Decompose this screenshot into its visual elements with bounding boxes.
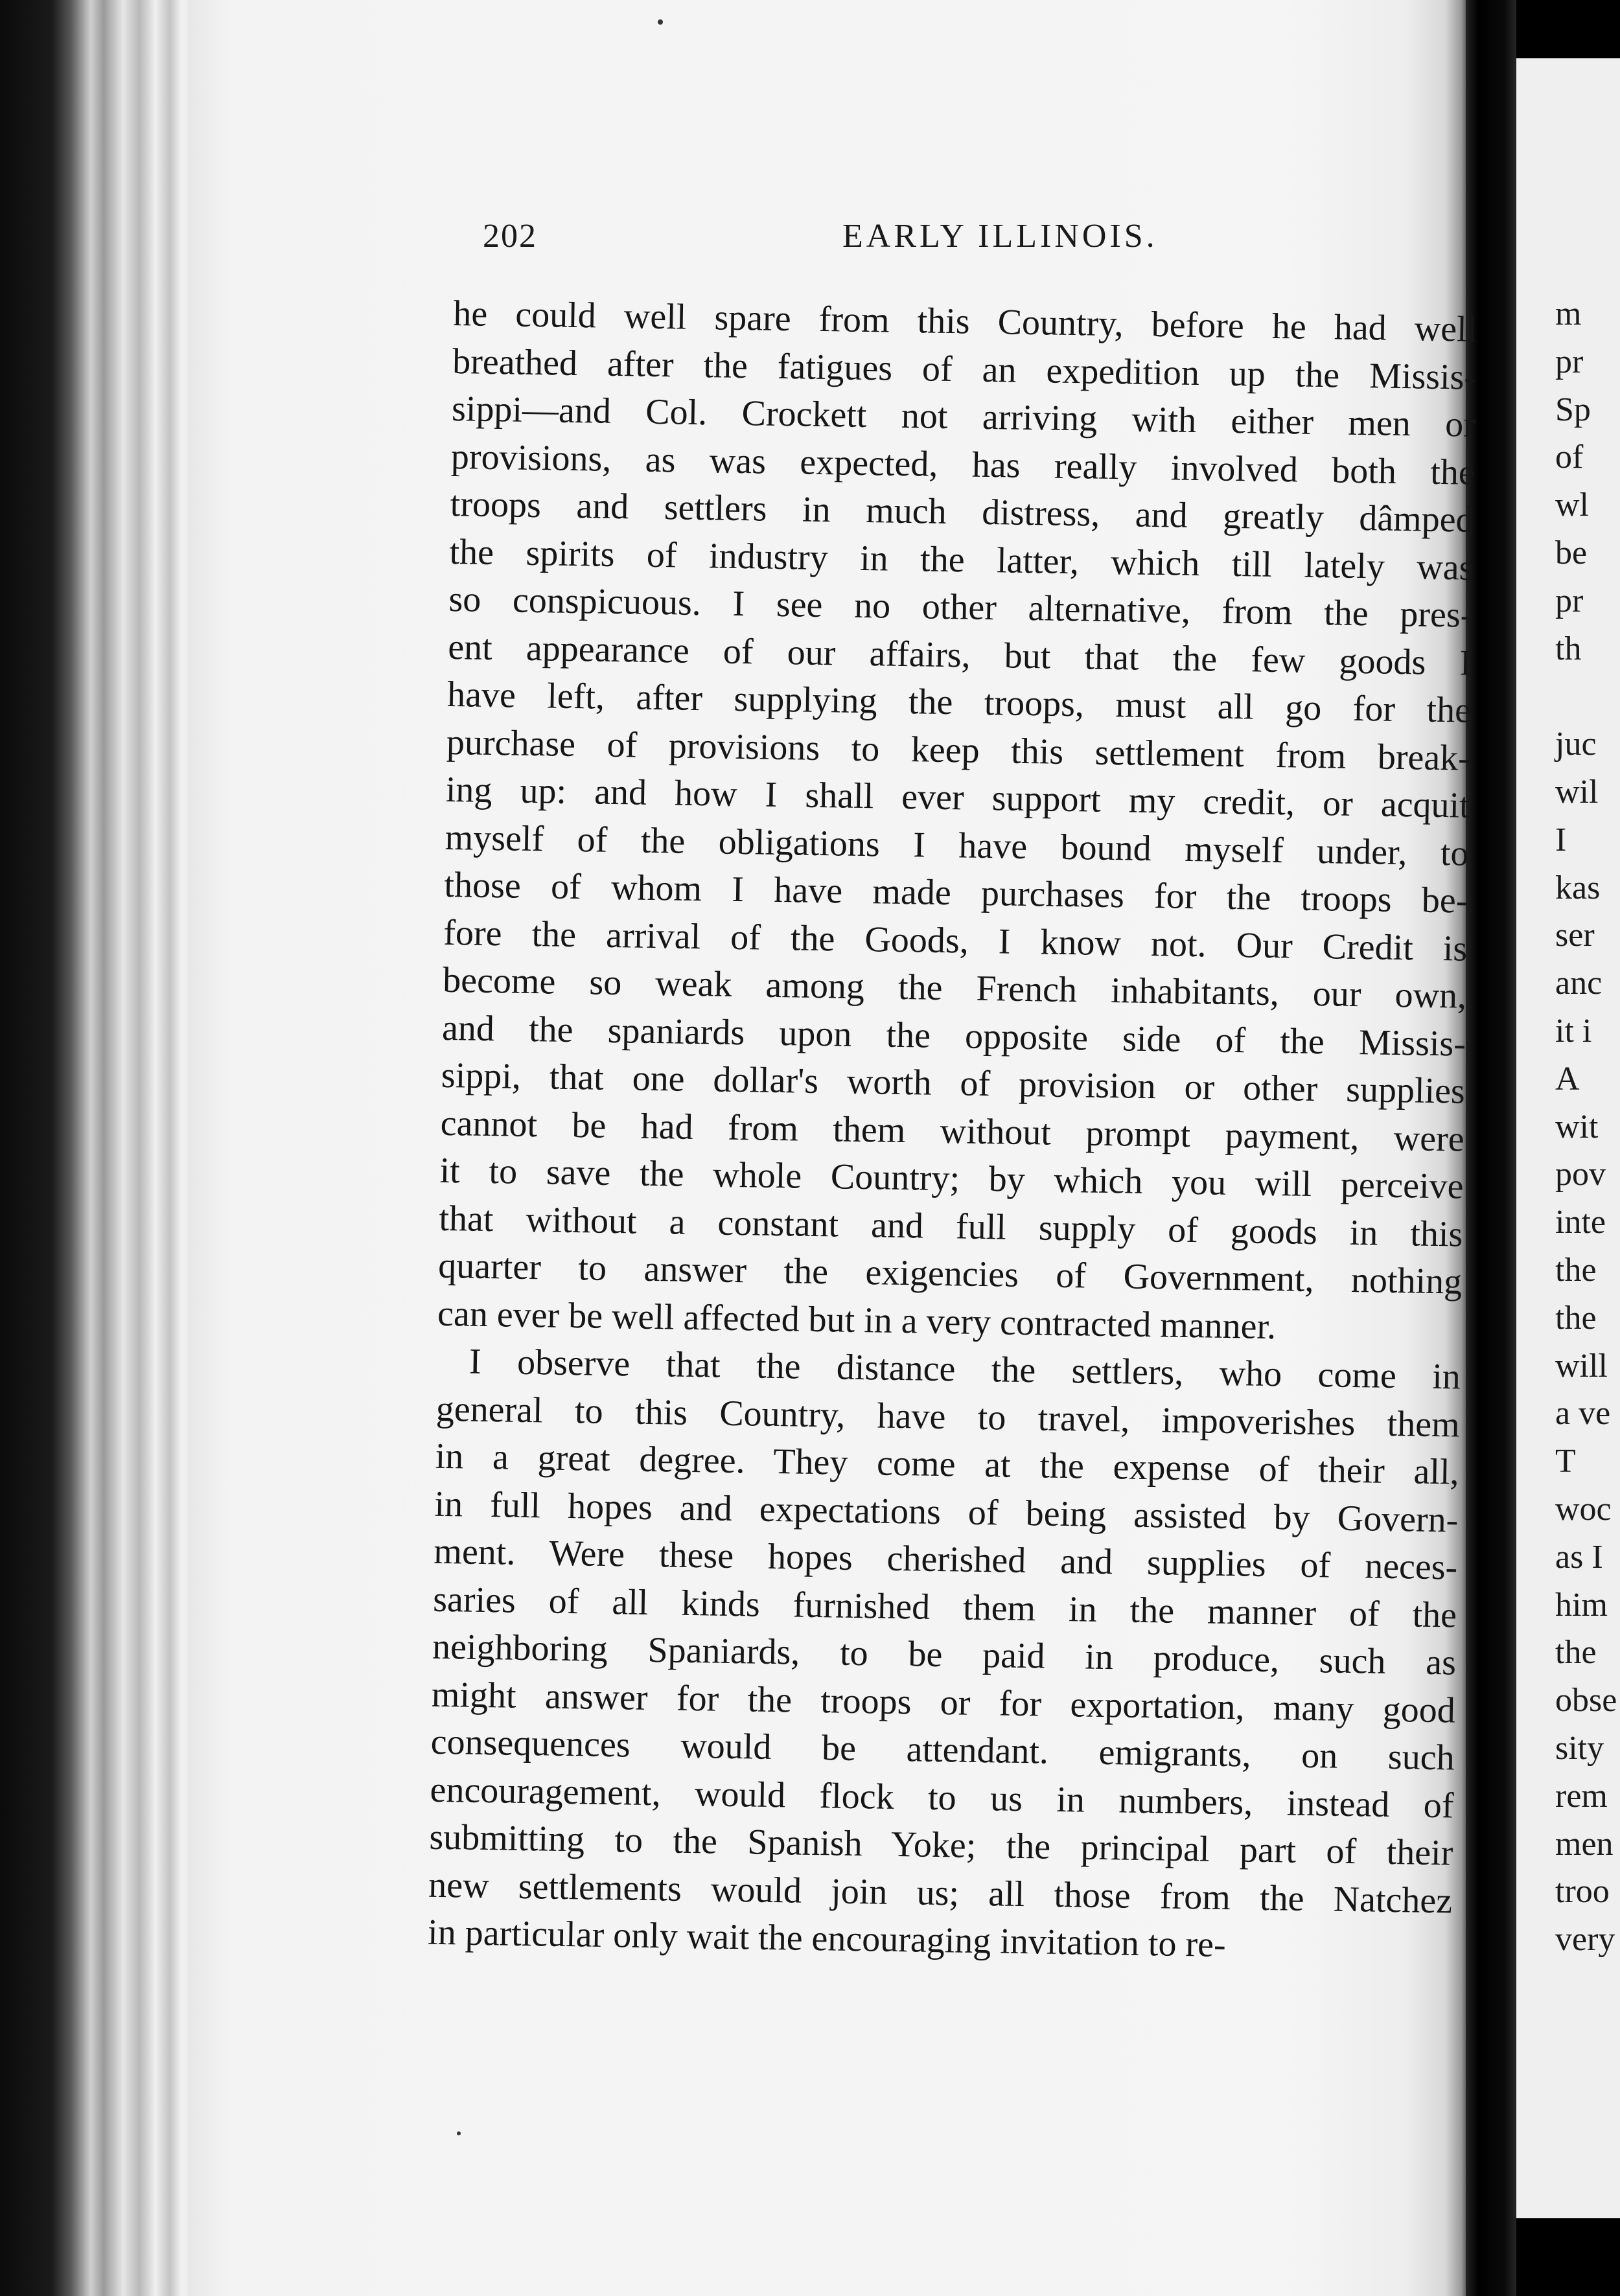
facing-page-line: anc [1555, 965, 1603, 1002]
text-line: sippi—and Col. Crockett not arriving with either men or [451, 388, 1476, 445]
facing-page-line: I [1555, 821, 1567, 858]
text-line: troops and settlers in much distress, and greatly dâmped [450, 483, 1475, 540]
facing-page-line: A [1555, 1060, 1580, 1097]
facing-page-line: sity [1555, 1729, 1604, 1767]
text-line: general to this Country, have to travel, impoverishes them [435, 1388, 1461, 1445]
facing-page-line: it i [1555, 1012, 1592, 1050]
text-line: submitting to the Spanish Yoke; the principal part of their [429, 1817, 1453, 1874]
facing-page-line: m [1555, 295, 1582, 332]
facing-page-line: kas [1555, 869, 1601, 906]
text-line: sippi, that one dollar's worth of provision or other supplies [441, 1055, 1466, 1112]
facing-page-line: obse [1555, 1682, 1617, 1719]
text-line: purchase of provisions to keep this settlement from break- [446, 722, 1471, 779]
facing-page-line: the [1555, 1299, 1597, 1337]
text-line: in full hopes and expectations of being assisted by Govern- [434, 1484, 1459, 1541]
facing-page-line: T [1555, 1443, 1576, 1480]
text-line: cannot be had from them without prompt payment, were [440, 1103, 1465, 1160]
text-line: provisions, as was expected, has really involved both the [450, 436, 1475, 493]
text-line: it to save the whole Country; by which you will perceive [439, 1150, 1464, 1207]
running-title: EARLY ILLINOIS. [842, 218, 1158, 255]
text-line: and the spaniards upon the opposite side of the Missis- [441, 1007, 1466, 1064]
text-line: new settlements would join us; all those from the Natchez [428, 1865, 1453, 1922]
facing-page-bottom-shadow [1516, 2218, 1620, 2296]
facing-page-line: rem [1555, 1777, 1608, 1815]
facing-page-line: wit [1555, 1108, 1599, 1145]
facing-page-line: troo [1555, 1873, 1610, 1911]
text-line: ent appearance of our affairs, but that the few goods I [447, 626, 1472, 683]
facing-page-line: wil [1555, 773, 1599, 810]
facing-page-line: of [1555, 439, 1584, 476]
text-line: fore the arrival of the Goods, I know not. Our Credit is [443, 912, 1468, 969]
text-line: have left, after supplying the troops, must all go for the [446, 674, 1472, 731]
text-line: I observe that the distance the settlers, who come in [469, 1341, 1461, 1397]
text-line: neighboring Spaniards, to be paid in produce, such as [432, 1626, 1457, 1683]
facing-page-line: juc [1555, 726, 1597, 763]
facing-page-line: the [1555, 1634, 1597, 1671]
facing-page-line: th [1555, 630, 1582, 667]
page-speck [457, 2131, 461, 2135]
facing-page-line: will [1555, 1347, 1608, 1384]
facing-page-line: as I [1555, 1538, 1603, 1576]
text-line: ment. Were these hopes cherished and supplies of neces- [433, 1531, 1458, 1588]
facing-page-line: pr [1555, 582, 1584, 619]
facing-page-text [1555, 290, 1620, 1964]
facing-page-line: the [1555, 1251, 1597, 1289]
text-line: ing up: and how I shall ever support my credit, or acquit [445, 769, 1470, 826]
facing-page-line: very [1555, 1921, 1615, 1958]
text-line: might answer for the troops or for exportation, many good [431, 1674, 1456, 1731]
page-number: 202 [483, 218, 537, 255]
facing-page-line: inte [1555, 1204, 1606, 1241]
book-edge [0, 0, 194, 2296]
text-line: can ever be well affected but in a very contracted manner. [437, 1293, 1277, 1347]
text-line: that without a constant and full supply of goods in this [439, 1198, 1463, 1255]
body-text [428, 290, 1497, 1973]
text-line: become so weak among the French inhabitants, our own, [442, 959, 1467, 1016]
facing-page-line: Sp [1555, 391, 1591, 428]
facing-page-line: ser [1555, 917, 1595, 954]
facing-page-line: be [1555, 534, 1588, 571]
text-line: so conspicuous. I see no other alternative, from the pres- [448, 579, 1473, 636]
text-line: encouragement, would flock to us in numbers, instead of [430, 1769, 1454, 1826]
facing-page-line [1555, 672, 1620, 720]
facing-page-line: men [1555, 1825, 1614, 1863]
facing-page-line: wl [1555, 487, 1589, 524]
facing-page-top-shadow [1516, 0, 1620, 58]
page-header [483, 217, 1455, 269]
facing-page-line: him [1555, 1586, 1608, 1624]
text-line: breathed after the fatigues of an expedition up the Missis- [452, 341, 1477, 398]
facing-page-line: a ve [1555, 1395, 1611, 1432]
text-line: he could well spare from this Country, before he had well [452, 293, 1477, 350]
facing-page-line: pov [1555, 1156, 1606, 1193]
page-speck [658, 19, 663, 25]
text-line: saries of all kinds furnished them in the manner of the [432, 1579, 1457, 1636]
text-line: consequences would be attendant. emigrants, on such [430, 1721, 1455, 1778]
text-line: the spirits of industry in the latter, which till lately was [449, 531, 1474, 588]
facing-page-line: woc [1555, 1490, 1612, 1528]
text-line: in a great degree. They come at the expense of their all, [435, 1436, 1460, 1493]
text-line: quarter to answer the exigencies of Government, nothing [437, 1245, 1463, 1302]
facing-page-line: pr [1555, 343, 1584, 380]
text-line: myself of the obligations I have bound myself under, to [445, 817, 1470, 874]
text-line: those of whom I have made purchases for the troops be- [444, 864, 1468, 921]
text-line: in particular only wait the encouraging invitation to re- [427, 1912, 1227, 1966]
